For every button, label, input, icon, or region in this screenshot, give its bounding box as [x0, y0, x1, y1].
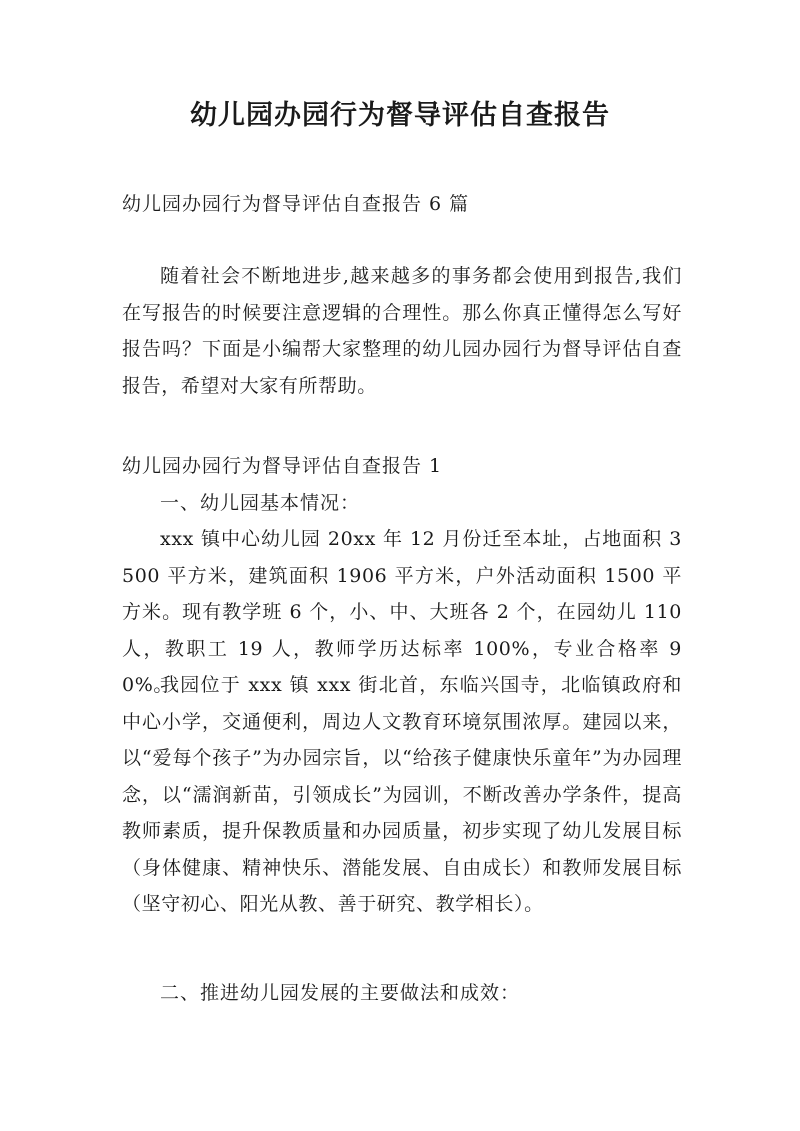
- section-1-paragraph-location: 我园位于 xxx 镇 xxx 街北首，东临兴国寺，北临镇政府和中心小学，交通便利，周边人文教育环境氛围浓厚。建园以来，以“爱每个孩子”为办园宗旨，以“给孩子健康快乐童年”为办园理念，以“濡润新苗，引领成长”为园训，不断改善办学条件，提高教师素质，提升保教质量和办园质量，初步实现了幼儿发展目标（身体健康、精神快乐、潜能发展、自由成长）和教师发展目标（坚守初心、阳光从教、善于研究、教学相长）。: [122, 674, 682, 915]
- document-title: 幼儿园办园行为督导评估自查报告: [190, 100, 610, 131]
- intro-paragraph: 随着社会不断地进步,越来越多的事务都会使用到报告,我们在写报告的时候要注意逻辑的合理性。那么你真正懂得怎么写好报告吗？下面是小编帮大家整理的幼儿园办园行为督导评估自查报告，希望对大家有所帮助。: [122, 265, 682, 397]
- section-2-heading: 二、推进幼儿园发展的主要做法和成效：: [160, 982, 521, 1004]
- report-1-heading: 幼儿园办园行为督导评估自查报告 1: [122, 455, 443, 477]
- section-1-paragraph-basic-info: xxx 镇中心幼儿园 20xx 年 12 月份迁至本址，占地面积 3500 平方米，建筑面积 1906 平方米，户外活动面积 1500 平方米。现有教学班 6 个，小、中、大班各 2 个，在园幼儿 110 人，教职工 19 人，教师学历达标率 100%，专业合格率 90%。: [122, 528, 682, 696]
- section-1-heading: 一、幼儿园基本情况：: [160, 491, 361, 514]
- document-subtitle: 幼儿园办园行为督导评估自查报告 6 篇: [122, 193, 470, 215]
